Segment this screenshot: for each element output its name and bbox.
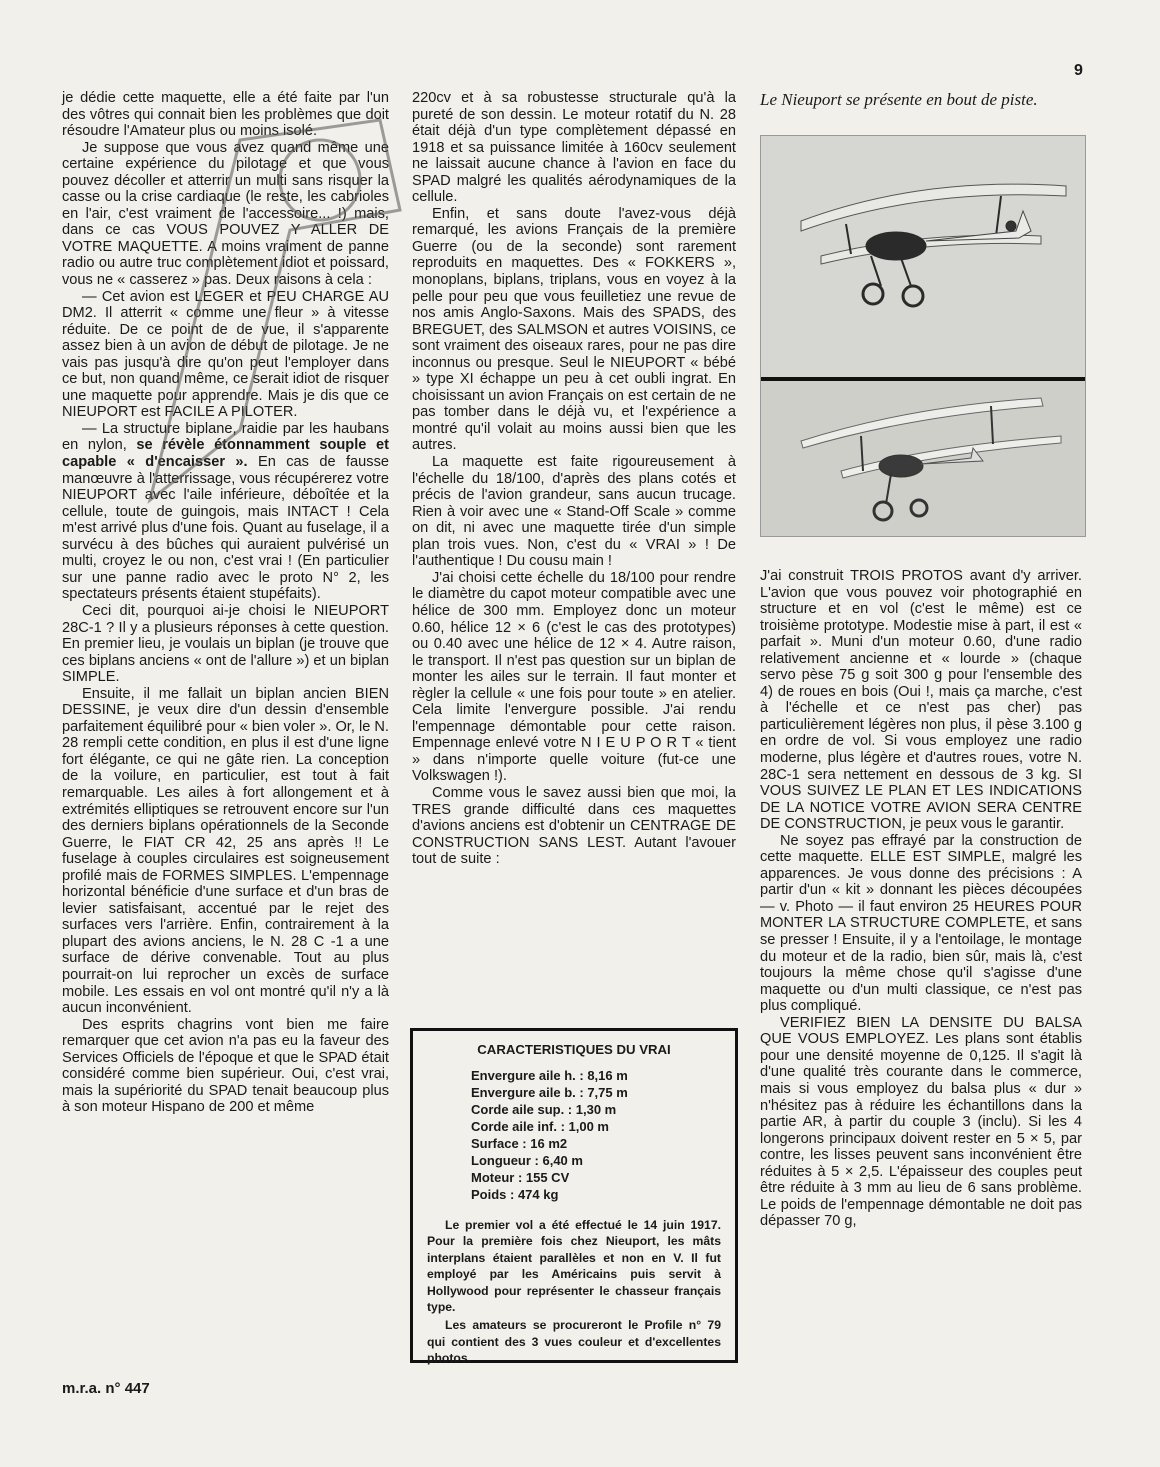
specs-box — [410, 1028, 738, 1366]
article-column-3 — [760, 568, 1082, 1230]
page-number: 9 — [1074, 62, 1083, 79]
biplane-photo-illustration — [761, 136, 1085, 536]
spec-row: Poids : 474 kg — [471, 1187, 559, 1202]
spec-row: Moteur : 155 CV — [471, 1170, 570, 1185]
spec-row: Corde aile sup. : 1,30 m — [471, 1102, 617, 1117]
biplane-photos — [760, 135, 1086, 537]
specs-title: CARACTERISTIQUES DU VRAI — [477, 1042, 671, 1057]
paragraph: La maquette est faite rigoureusement à l'échelle du 18/100, d'après des plans cotés et précis de l'avion grandeur, sans aucun trucage. Rien à voir avec une « Stand-Off Scale » comme on dit, ni avec une maquette tirée d'un simple plan trois vues. Non, c'est du « VRAI » ! De l'authentique ! Du cousu main ! — [412, 454, 736, 570]
issue-footer: m.r.a. n° 447 — [62, 1380, 150, 1397]
specs-note: Le premier vol a été effectué le 14 juin 1917. Pour la première fois chez Nieuport, les mâts interplans étaient parallèles et non en V. Il fut employé par les Américains puis servit à Hollywood pour représenter le chasseur français type. — [427, 1218, 721, 1315]
paragraph: J'ai construit TROIS PROTOS avant d'y arriver. L'avion que vous pouvez voir photographié en structure et en vol (c'est le même) est ce troisième prototype. Modestie mise à part, il est « parfait ». Muni d'un moteur 0.60, d'une radio relativement ancienne et « lourde » (chaque servo pèse 75 g soit 300 g pour l'ensemble des 4) de roues en bois (Oui !, mais ça marche, c'est à l'échelle et ce n'est pas cher) pas particulièrement légères non plus, il pèse 3.100 g en ordre de vol. Si vous employez une radio moderne, plus légère et d'autres roues, votre N. 28C-1 sera nettement en dessous de 3 kg. SI VOUS SUIVEZ LE PLAN ET LES INDICATIONS DE LA NOTICE VOTRE AVION SERA CENTRE DE CONSTRUCTION, je peux vous le garantir. — [760, 568, 1082, 833]
bold-text-run: se révèle étonnamment souple et capable « d'encaisser ». — [62, 437, 389, 471]
spec-row: Surface : 16 m2 — [471, 1136, 568, 1151]
paragraph: — Cet avion est LEGER et PEU CHARGE AU DM2. Il atterrit « comme une fleur » à vitesse réduite. De ce point de de vue, il s'apparente assez bien à un avion de début de pilotage. Je ne vais pas jusqu'à dire qu'on peut l'employer dans ce but, non quand même, ce serait idiot de risquer une maquette pour apprendre. Mais je dis que ce NIEUPORT est FACILE A PILOTER. — [62, 288, 389, 421]
paragraph: Ne soyez pas effrayé par la construction de cette maquette. ELLE EST SIMPLE, malgré les apparences. Je vous donne des précisions : A partir d'un « kit » donnant les pièces découpées — v. Photo — il faut environ 25 HEURES POUR MONTER LA STRUCTURE COMPLETE, et sans se presser ! Ensuite, il y a l'entoilage, le montage du moteur et de la radio, bien sûr, mais là, c'est toujours la même chose qu'il s'agisse d'une maquette ou d'un multi classique, ce n'est pas plus compliqué. — [760, 832, 1082, 1015]
spec-row: Corde aile inf. : 1,00 m — [471, 1119, 609, 1134]
specs-note-profile: Les amateurs se procureront le Profile n° 79 qui contient des 3 vues couleur et d'excellentes photos. — [427, 1318, 721, 1366]
paragraph: 220cv et à sa robustesse structurale qu'à la pureté de son dessin. Le moteur rotatif du N. 28 était déjà d'un type complètement dépassé en 1918 et sa puissance limitée à 160cv seulement ne laissait aucune chance à l'avion en face du SPAD malgré les qualités aérodynamiques de la cellule. — [412, 90, 736, 206]
photo-caption: Le Nieuport se présente en bout de piste. — [760, 90, 1038, 109]
text-run: — La structure biplane, raidie par les haubans en nylon, — [62, 420, 389, 454]
paragraph: VERIFIEZ BIEN LA DENSITE DU BALSA QUE VOUS EMPLOYEZ. Les plans sont établis pour une densité moyenne de 0,125. Il s'agit là d'une qualité très courante dans le commerce, mais si vous employez du balsa plus « dur » n'hésitez pas à réduire les échantillons dans la partie AR, à partir du couple 3 (inclu). Si les 4 longerons principaux doivent rester en 5 × 5, par contre, les lisses peuvent sans inconvénient être réduites à 5 × 2,5. L'épaisseur des couples peut être réduite à 3 mm au lieu de 6 sans problème. Le poids de l'empennage démontable ne doit pas dépasser 70 g, — [760, 1014, 1082, 1230]
paragraph — [62, 421, 389, 603]
article-column-2 — [412, 90, 736, 868]
article-column-1 — [62, 90, 389, 1116]
paragraph: Enfin, et sans doute l'avez-vous déjà remarqué, les avions Français de la première Guerre (ou de la seconde) sont rarement reproduits en maquettes. Des « FOKKERS », monoplans, biplans, triplans, vous en voyez à la pelle pour peu que vous feuilletiez une revue de nos amis Anglo-Saxons. Mais des SPADS, des BREGUET, des SALMSON et autres VOISINS, ce sont vraiment des oiseaux rares, pour ne pas dire inconnus ou presque. Seul le NIEUPORT « bébé » type XI échappe un peu à cet oubli ingrat. En choisissant un avion Français on est certain de ne pas tomber dans le déjà vu, et l'expérience a montré qu'il volait au moins aussi bien que les autres. — [412, 205, 736, 454]
paragraph: J'ai choisi cette échelle du 18/100 pour rendre le diamètre du capot moteur compatible avec une hélice de 300 mm. Employez donc un moteur 0.60, hélice 12 × 6 (c'est le cas des prototypes) ou 0.40 avec une hélice de 12 × 4. Autre raison, le transport. Il n'est pas question sur un biplan de monter les ailes sur le terrain. Il faut monter et règler la cellule « une fois pour toute » en atelier. Cela limite l'envergure possible. J'ai rendu l'empennage démontable pour cette raison. Empennage enlevé votre N I E U P O R T « tient » dans n'importe quelle voiture (fut-ce une Volkswagen !). — [412, 569, 736, 785]
paragraph: Ceci dit, pourquoi ai-je choisi le NIEUPORT 28C-1 ? Il y a plusieurs réponses à cette question. En premier lieu, je voulais un biplan (je trouve que ces biplans anciens « ont de l'allure ») et un biplan SIMPLE. — [62, 602, 389, 686]
text-run: En cas de fausse manœuvre à l'atterrissage, vous récupérerez votre NIEUPORT avec l'aile inférieure, déboîtée et la cellule, toute de guingois, mais INTACT ! Cela m'est arrivé plus d'une fois. Quant au fuselage, il a survécu à des bûches qui auraient pulvérisé un multi, croyez le ou non, c'est vrai ! (En particulier sur une panne radio avec le proto N° 2, les spectateurs présents étaient stupéfaits). — [62, 454, 390, 603]
paragraph: Ensuite, il me fallait un biplan ancien BIEN DESSINE, je veux dire d'un dessin d'ensemble parfaitement équilibré pour « bien voler ». Or, le N. 28 rempli cette condition, en plus il est d'une ligne fort élégante, ce qui ne gâte rien. La conception de la voilure, en particulier, est tout à fait remarquable. Les ailes à fort allongement et à extrémités elliptiques se retrouvent encore sur l'un des derniers biplans opérationnels de la Seconde Guerre, le FIAT CR 42, 25 ans après !! Le fuselage à couples circulaires est soigneusement profilé mais de FORMES SIMPLES. L'empennage horizontal bénéficie d'une surface et d'un bras de levier satisfaisant, accentué par le rejet des surfaces vers l'arrière. Enfin, contrairement à la plupart des avions anciens, le N. 28 C -1 a une surface de dérive convenable. Tout au plus pourrait-on lui reprocher un excès de surface mobile. Les essais en vol ont montré qu'il n'y a là aucun inconvénient. — [62, 685, 389, 1017]
spec-row: Envergure aile h. : 8,16 m — [471, 1068, 628, 1083]
specs-list — [471, 1067, 721, 1203]
paragraph: Comme vous le savez aussi bien que moi, la TRES grande difficulté dans ces maquettes d'avions anciens est d'obtenir un CENTRAGE DE CONSTRUCTION SANS LEST. Autant l'avouer tout de suite : — [412, 784, 736, 868]
paragraph: Je suppose que vous avez quand même une certaine expérience du pilotage et que vous pouvez décoller et atterrir un multi sans risquer la casse ou la crise cardiaque (le reste, les cabrioles en l'air, c'est vraiment de l'accessoire... !) mais, dans ce cas VOUS POUVEZ Y ALLER DE VOTRE MAQUETTE. A moins vraiment de panne radio ou autre truc complètement idiot et poissard, vous ne « casserez » pas. Deux raisons à cela : — [62, 139, 389, 289]
paragraph: Des esprits chagrins vont bien me faire remarquer que cet avion n'a pas eu la faveur des Services Officiels de l'époque et que le SPAD était considéré comme bien supérieur. Oui, c'est vrai, mais la supériorité du SPAD tenait beaucoup plus à son moteur Hispano de 200 et même — [62, 1016, 389, 1116]
paragraph: je dédie cette maquette, elle a été faite par l'un des vôtres qui connait bien les problèmes que doit résoudre l'Amateur plus ou moins isolé. — [62, 90, 389, 140]
spec-row: Longueur : 6,40 m — [471, 1153, 583, 1168]
photo-divider — [761, 377, 1085, 381]
spec-row: Envergure aile b. : 7,75 m — [471, 1085, 628, 1100]
